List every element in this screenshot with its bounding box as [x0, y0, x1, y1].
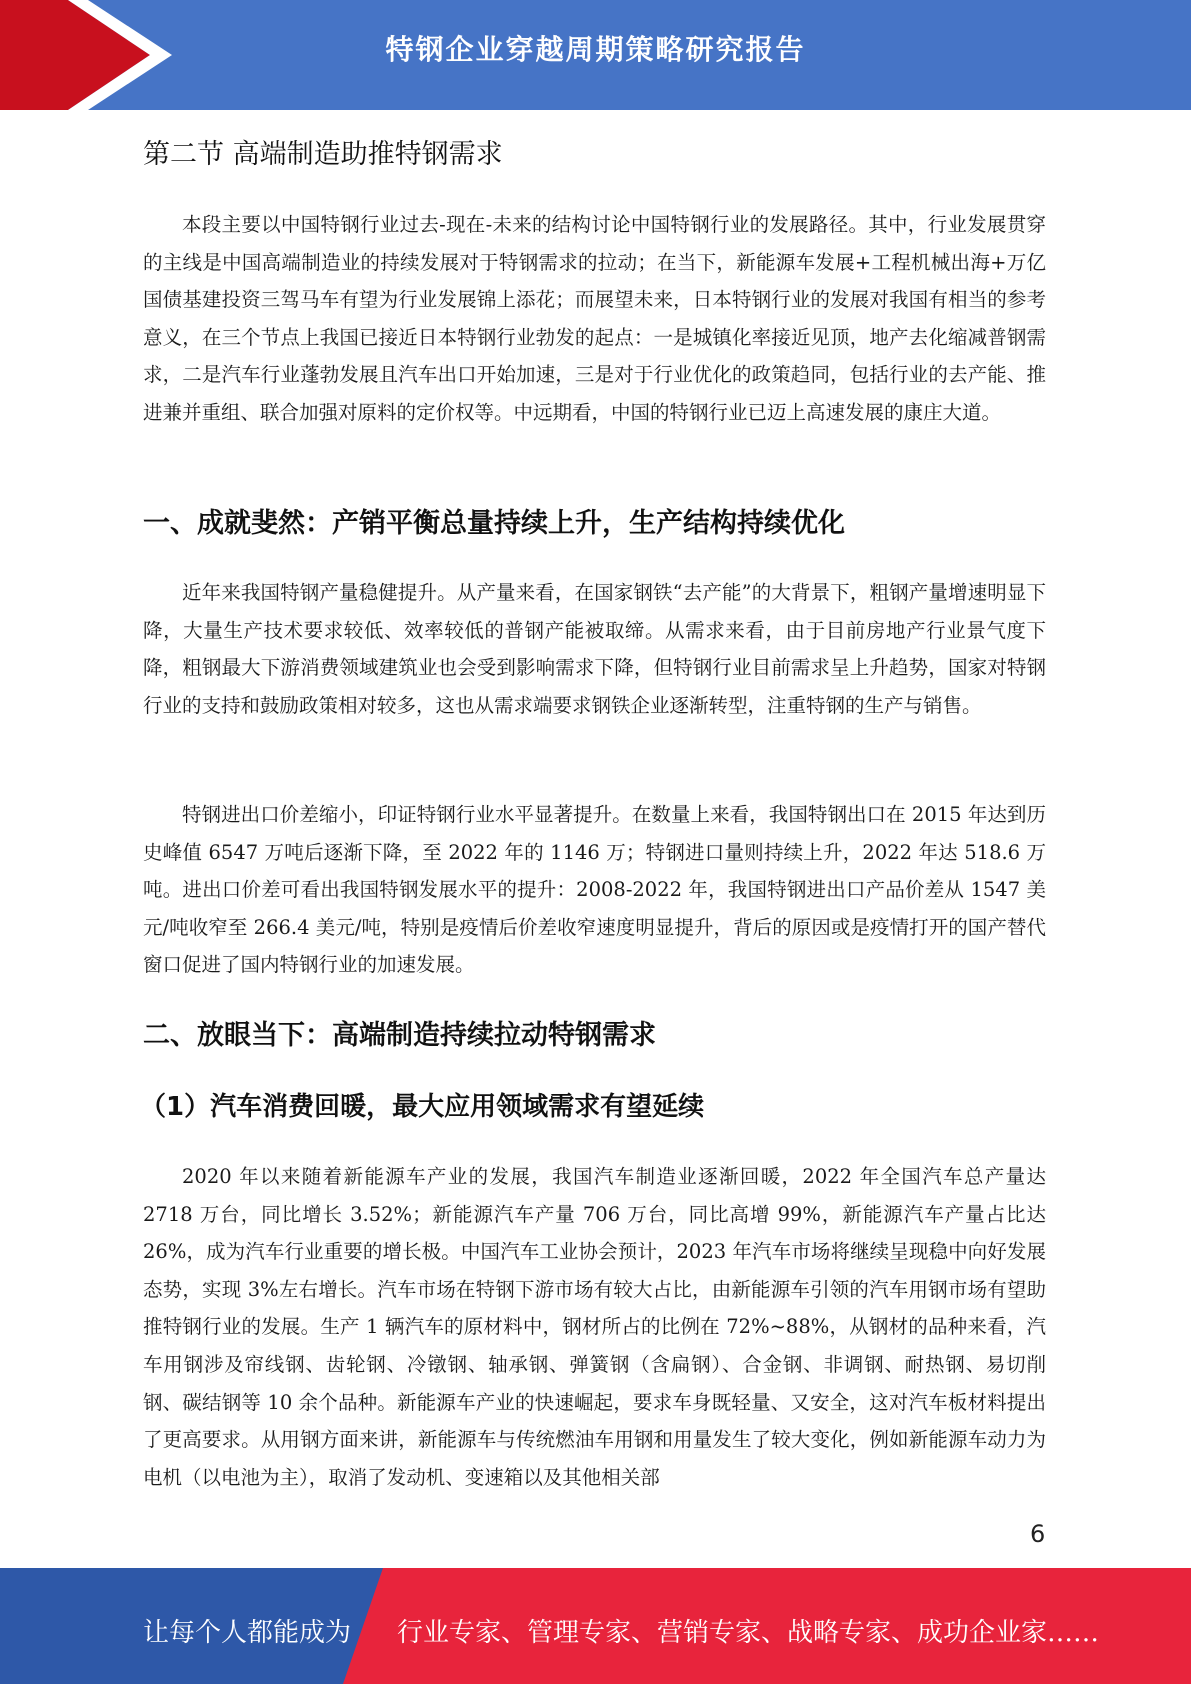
- paragraph-output: 近年来我国特钢产量稳健提升。从产量来看，在国家钢铁“去产能”的大背景下，粗钢产量增速明显下降，大量生产技术要求较低、效率较低的普钢产能被取缔。从需求来看，由于目前房地产行业景气度下降，粗钢最大下游消费领域建筑业也会受到影响需求下降，但特钢行业目前需求呈上升趋势，国家对特钢行业的支持和鼓励政策相对较多，这也从需求端要求钢铁企业逐渐转型，注重特钢的生产与销售。: [143, 581, 1046, 717]
- page-number: 6: [1030, 1520, 1046, 1548]
- heading-auto: （1）汽车消费回暖，最大应用领域需求有望延续: [140, 1092, 705, 1122]
- paragraph-intro: 本段主要以中国特钢行业过去-现在-未来的结构讨论中国特钢行业的发展路径。其中，行业发展贯穿的主线是中国高端制造业的持续发展对于特钢需求的拉动；在当下，新能源车发展+工程机械出海+万亿国债基建投资三驾马车有望为行业发展锦上添花；而展望未来，日本特钢行业的发展对我国有相当的参考意义，在三个节点上我国已接近日本特钢行业勃发的起点：一是城镇化率接近见顶，地产去化缩减普钢需求，二是汽车行业蓬勃发展且汽车出口开始加速，三是对于行业优化的政策趋同，包括行业的去产能、推进兼并重组、联合加强对原料的定价权等。中远期看，中国的特钢行业已迈上高速发展的康庄大道。: [143, 213, 1046, 424]
- header-banner: [0, 0, 1191, 110]
- heading-achievements: 一、成就斐然：产销平衡总量持续上升，生产结构持续优化: [143, 508, 845, 539]
- paragraph-auto: 2020 年以来随着新能源车产业的发展，我国汽车制造业逐渐回暖，2022 年全国汽车总产量达 2718 万台，同比增长 3.52%；新能源汽车产量 706 万台，同比高增 99%，新能源汽车产量占比达 26%，成为汽车行业重要的增长极。中国汽车工业协会预计，2023 年汽车市场将继续呈现稳中向好发展态势，实现 3%左右增长。汽车市场在特钢下游市场有较大占比，由新能源车引领的汽车用钢市场有望助推特钢行业的发展。生产 1 辆汽车的原材料中，钢材所占的比例在 72%~88%，从钢材的品种来看，汽车用钢涉及帘线钢、齿轮钢、冷镦钢、轴承钢、弹簧钢（含扁钢）、合金钢、非调钢、耐热钢、易切削钢、碳结钢等 10 余个品种。新能源车产业的快速崛起，要求车身既轻量、又安全，这对汽车板材料提出了更高要求。从用钢方面来讲，新能源车与传统燃油车用钢和用量发生了较大变化，例如新能源车动力为电机（以电池为主），取消了发动机、变速箱以及其他相关部: [143, 1165, 1046, 1489]
- heading-current: 二、放眼当下：高端制造持续拉动特钢需求: [143, 1020, 656, 1051]
- footer-slogan-right: 行业专家、管理专家、营销专家、战略专家、成功企业家……: [397, 1618, 1100, 1648]
- section-title: 第二节 高端制造助推特钢需求: [143, 139, 503, 170]
- paragraph-trade: 特钢进出口价差缩小，印证特钢行业水平显著提升。在数量上来看，我国特钢出口在 2015 年达到历史峰值 6547 万吨后逐渐下降，至 2022 年的 1146 万；特钢进口量则持续上升，2022 年达 518.6 万吨。进出口价差可看出我国特钢发展水平的提升：2008-2022 年，我国特钢进出口产品价差从 1547 美元/吨收窄至 266.4 美元/吨，特别是疫情后价差收窄速度明显提升，背后的原因或是疫情打开的国产替代窗口促进了国内特钢行业的加速发展。: [143, 803, 1046, 977]
- report-title: 特钢企业穿越周期策略研究报告: [385, 33, 806, 66]
- footer-slogan-left: 让每个人都能成为: [143, 1618, 352, 1648]
